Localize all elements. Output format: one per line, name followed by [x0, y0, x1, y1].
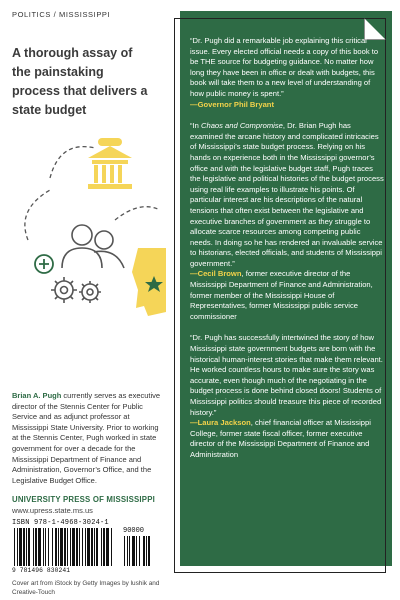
publisher-url[interactable]: www.upress.state.ms.us	[12, 506, 93, 515]
endorsement-quote	[190, 121, 384, 322]
quote-attribution: —Cecil Brown	[190, 269, 242, 279]
quote-text: , Dr. Brian Pugh has examined the arcane history and complicated intricacies of Mississippi’s state budget process. Relying on his hands on experience both in the Mississippi governor’s office and with the legislative budget staff, Pugh traces the legislative and political histories of the budget process using real life examples to illustrate his points. Of particular interest are his descriptions of the natural tensions that often exist between the legislative and executive branches of government as they struggle to allocate scarce resources among competing public needs. In doing so he has rendered an invaluable service to historians, elected officials, and students of Mississippi government.”	[190, 121, 384, 268]
barcode-digits: 9 781496 830241	[12, 567, 71, 574]
isbn-number: ISBN 978-1-4968-3024-1	[12, 519, 109, 527]
price-code: 90000	[123, 527, 145, 535]
dashed-connector-middle	[25, 190, 50, 240]
endorsement-quote	[190, 36, 384, 110]
gear-icon-small	[79, 281, 101, 303]
dashed-connector-right	[115, 207, 160, 220]
author-name: Brian A. Pugh	[12, 391, 62, 400]
people-icon	[62, 225, 124, 268]
endorsement-quotes	[190, 36, 384, 472]
publisher-name: UNIVERSITY PRESS OF MISSISSIPPI	[12, 495, 155, 504]
capitol-building-icon	[88, 138, 132, 189]
cover-art-credit: Cover art from iStock by Getty Images by lushik and Creative-Touch	[12, 580, 160, 596]
endorsement-quote	[190, 333, 384, 460]
isbn-barcode	[12, 519, 152, 577]
back-cover-tagline: A thorough assay of the painstaking process that delivers a state budget	[12, 46, 148, 117]
book-title: Chaos and Compromise	[200, 121, 283, 131]
quote-text: “Dr. Pugh did a remarkable job explaining this critical issue. Every elected official needs a copy of this book to be THE source for budgeting guidance. No matter how long they have been in office or dealt with budgets, this book will take them to a new level of understanding of how public money is spent.”	[190, 36, 379, 98]
author-bio	[12, 391, 162, 486]
author-bio-text: currently serves as executive director of the Stennis Center for Public Service and as adjunct professor at Mississippi State University. Prior to working at the Stennis Center, Pugh worked in state government for over a decade for the Mississippi Department of Finance and Administration, Governor’s Office, and the Legislative Budget Office.	[12, 391, 161, 485]
dashed-connector-top	[50, 147, 95, 178]
quote-intro: “In	[190, 121, 201, 131]
category-label: POLITICS / MISSISSIPPI	[12, 10, 111, 19]
quote-attribution: —Governor Phil Bryant	[190, 99, 274, 109]
quote-text: “Dr. Pugh has successfully intertwined the story of how Mississippi state government budgets are born with the historical human-interest stories that make them relevant. He worked countless hours to make sure the story was accurate, even though much of the negotiating in the budget process is done behind closed doors! Students of Mississippi politics should treasure this piece of recorded history.”	[190, 333, 383, 417]
gear-icon	[51, 277, 77, 303]
plus-circle-icon	[35, 255, 53, 273]
quote-attribution: —Laura Jackson	[190, 418, 251, 428]
quote-attribution-detail: , chief financial officer at Mississippi College, former state fiscal officer, former executive director of the Mississippi Department of Finance and Administration	[190, 418, 371, 459]
quote-attribution-detail: , former executive director of the Mississippi Department of Finance and Administration, former member of the Mississippi House of Representatives, former Mississippi public service commissioner	[190, 269, 373, 321]
budget-illustration	[20, 130, 180, 330]
